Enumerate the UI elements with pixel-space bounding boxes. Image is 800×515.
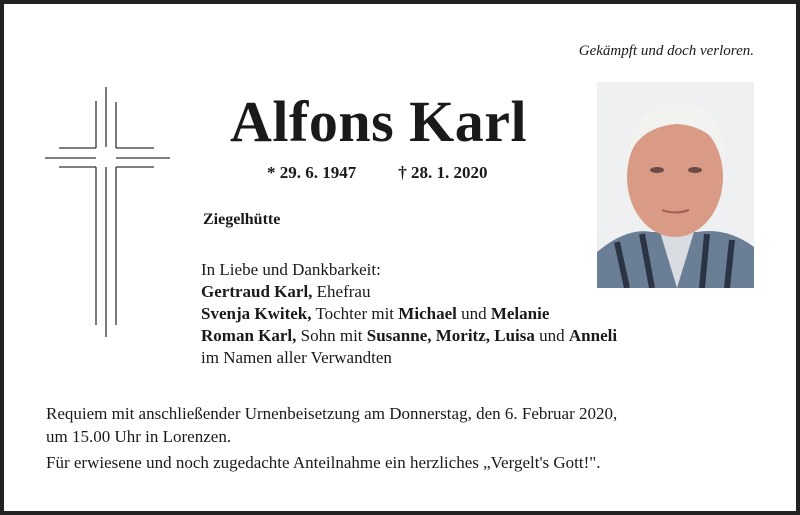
closing-line: im Namen aller Verwandten bbox=[201, 348, 392, 367]
family-member-name: Melanie bbox=[490, 304, 550, 323]
service-line-2: um 15.00 Uhr in Lorenzen. bbox=[46, 427, 232, 446]
death-date: † 28. 1. 2020 bbox=[398, 163, 488, 182]
motto: Gekämpft und doch verloren. bbox=[578, 43, 754, 59]
family-relation-text: und bbox=[534, 326, 569, 345]
family-block bbox=[201, 259, 617, 369]
portrait-photo bbox=[597, 82, 754, 288]
birth-date: * 29. 6. 1947 bbox=[267, 163, 357, 182]
life-dates bbox=[267, 163, 488, 183]
family-relation-text: und bbox=[456, 304, 491, 323]
family-relation-text: Tochter mit bbox=[311, 304, 399, 323]
cross-icon bbox=[40, 85, 180, 340]
family-lines bbox=[201, 281, 617, 347]
family-member-name: Gertraud Karl, bbox=[201, 282, 313, 301]
family-relation-text: Ehefrau bbox=[312, 282, 371, 301]
family-member-name: Roman Karl, bbox=[201, 326, 297, 345]
thanks-line: Für erwiesene und noch zugedachte Anteilnahme ein herzliches „Vergelt's Gott!". bbox=[46, 453, 601, 472]
intro: In Liebe und Dankbarkeit: bbox=[201, 260, 381, 279]
family-relation-text: Sohn mit bbox=[296, 326, 367, 345]
service-info bbox=[46, 402, 617, 474]
service-line-1: Requiem mit anschließender Urnenbeisetzung am Donnerstag, den 6. Februar 2020, bbox=[46, 404, 618, 423]
family-member-name: Anneli bbox=[568, 326, 618, 345]
deceased-name: Alfons Karl bbox=[230, 89, 528, 154]
family-line bbox=[201, 303, 617, 325]
family-member-name: Susanne, Moritz, Luisa bbox=[366, 326, 535, 345]
place: Ziegelhütte bbox=[203, 211, 281, 228]
family-line bbox=[201, 281, 617, 303]
family-line bbox=[201, 325, 617, 347]
family-member-name: Michael bbox=[398, 304, 457, 323]
family-member-name: Svenja Kwitek, bbox=[201, 304, 312, 323]
